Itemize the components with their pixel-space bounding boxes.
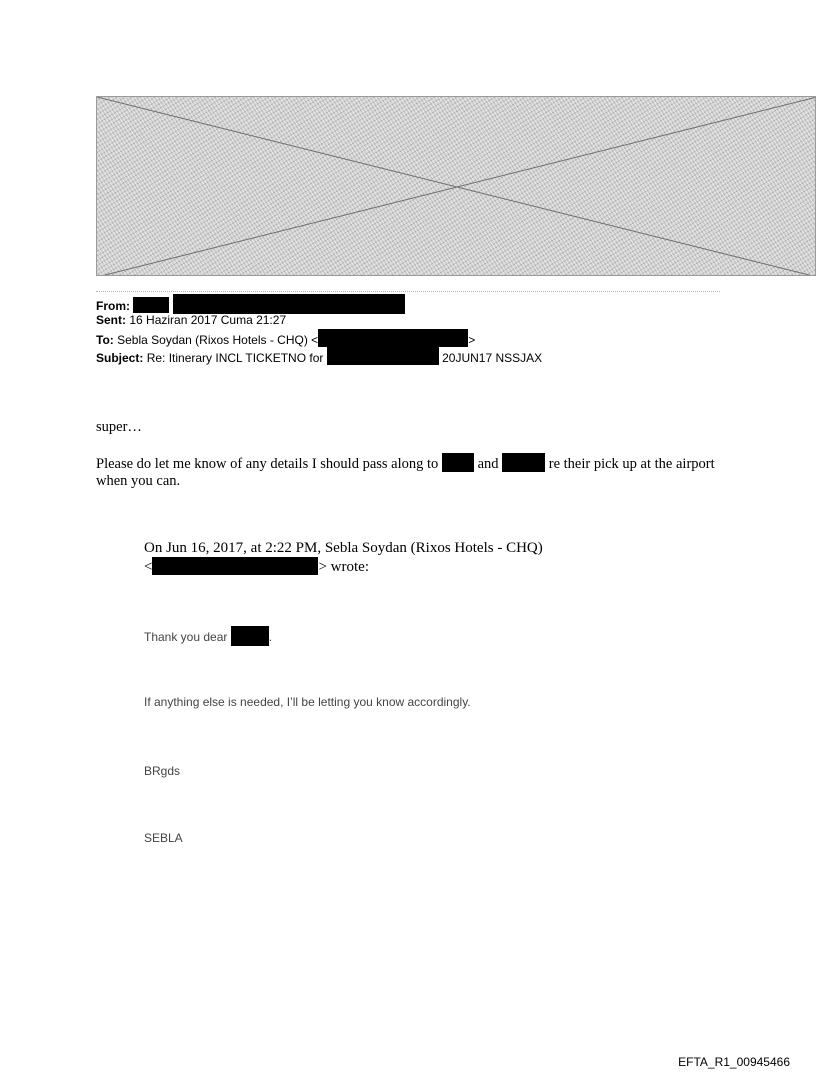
quoted-header [144,540,704,576]
redaction-box [327,347,439,365]
quoted-thanks: Thank you dear [144,630,228,644]
redaction-box [442,453,474,472]
missing-image-placeholder [96,96,816,276]
from-label: From: [96,299,130,313]
sent-value: 16 Haziran 2017 Cuma 21:27 [129,312,287,327]
to-close: > [468,333,476,347]
quoted-wrote: > wrote: [318,559,369,575]
to-label: To: [96,333,114,347]
quoted-header-line-2 [144,557,704,576]
redaction-box [231,626,269,646]
broken-image-cross-icon [97,97,816,276]
paragraph-end: re their pick up at the airport when you can. [96,456,715,489]
redaction-box [133,297,169,313]
quoted-open-bracket: < [144,559,153,575]
document-id: EFTA_R1_00945466 [678,1055,790,1069]
header-divider [96,291,720,292]
paragraph-start: Please do let me know of any details I should pass along to [96,456,439,472]
redaction-box [152,557,318,575]
quoted-thanks-end: . [268,630,273,644]
quoted-line-4: SEBLA [144,831,183,845]
redaction-box [318,329,468,347]
paragraph-and: and [477,456,499,472]
subject-prefix: Re: Itinerary INCL TICKETNO for [146,350,324,365]
subject-suffix: 20JUN17 NSSJAX [442,350,543,365]
message-line-1: super… [96,419,142,435]
quoted-line-2: If anything else is needed, I’ll be letting you know accordingly. [144,695,471,709]
subject-label: Subject: [96,350,144,365]
sent-label: Sent: [96,312,126,327]
email-headers [96,294,542,364]
subject-line [96,347,542,365]
quoted-line-3: BRgds [144,764,181,778]
sent-line [96,312,542,330]
message-paragraph [96,453,736,490]
to-line [96,329,542,347]
quoted-thanks-line [144,626,272,646]
redaction-box [502,453,545,472]
to-value: Sebla Soydan (Rixos Hotels - CHQ) < [117,333,319,347]
quoted-header-line-1: On Jun 16, 2017, at 2:22 PM, Sebla Soydan (Rixos Hotels - CHQ) [144,540,543,556]
from-line [96,294,542,312]
